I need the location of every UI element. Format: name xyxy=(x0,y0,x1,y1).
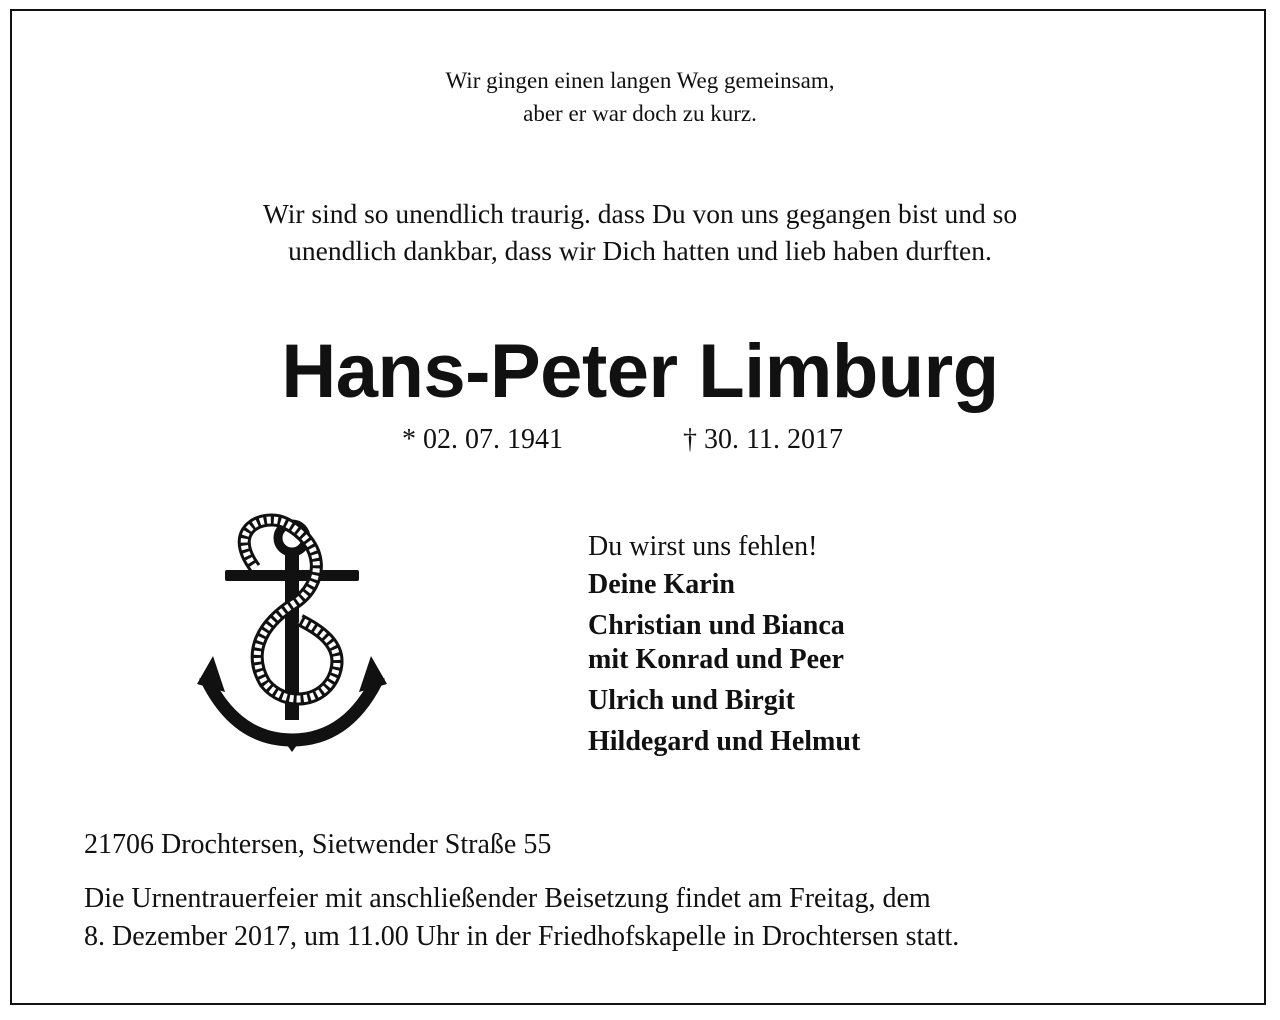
mourner-line: Deine Karin xyxy=(588,569,735,600)
intro-line-1: Wir sind so unendlich traurig. dass Du von uns gegangen bist und so xyxy=(262,198,1018,229)
family-address: 21706 Drochtersen, Sietwender Straße 55 xyxy=(84,829,552,860)
motto-line-2: aber er war doch zu kurz. xyxy=(523,101,757,126)
intro-text xyxy=(0,195,1280,269)
motto-line-1: Wir gingen einen langen Weg gemeinsam, xyxy=(445,68,835,93)
mourner-line: Ulrich und Birgit xyxy=(588,685,795,716)
mourner-line: Hildegard und Helmut xyxy=(588,726,861,757)
mourner-group xyxy=(588,609,1008,677)
closing-phrase: Du wirst uns fehlen! xyxy=(588,531,818,562)
mourner-line: Christian und Bianca xyxy=(588,610,845,641)
service-line-1: Die Urnentrauerfeier mit anschließender Beisetzung findet am Freitag, dem xyxy=(84,883,931,914)
mourner-group xyxy=(588,684,1008,718)
death-date: † 30. 11. 2017 xyxy=(683,424,843,455)
mourner-group xyxy=(588,725,1008,759)
mourner-group xyxy=(588,568,1008,602)
service-details xyxy=(84,880,959,956)
anchor-with-rope-icon xyxy=(195,508,390,753)
service-line-2: 8. Dezember 2017, um 11.00 Uhr in der Friedhofskapelle in Drochtersen statt. xyxy=(84,921,960,952)
deceased-name: Hans-Peter Limburg xyxy=(281,329,999,414)
mourner-line: mit Konrad und Peer xyxy=(588,644,844,675)
birth-date: * 02. 07. 1941 xyxy=(402,424,563,455)
life-dates xyxy=(0,424,1280,464)
motto xyxy=(0,64,1280,130)
mourners-list xyxy=(588,528,1008,766)
intro-line-2: unendlich dankbar, dass wir Dich hatten und lieb haben durften. xyxy=(288,235,992,266)
